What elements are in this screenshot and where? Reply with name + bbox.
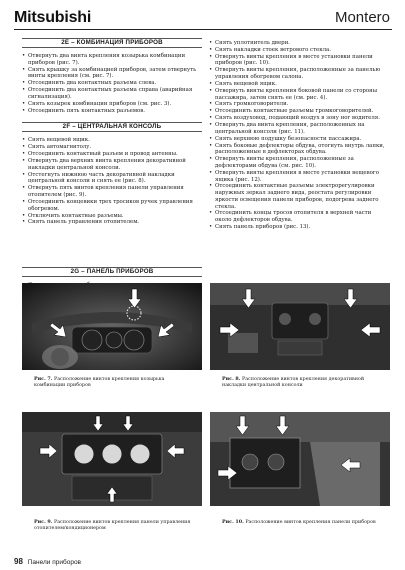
page-number: 98 <box>14 557 23 566</box>
list-item: • Снять вещевой ящик. <box>22 137 202 144</box>
heater-control-panel-image <box>22 412 202 506</box>
section-2f-list <box>22 137 202 226</box>
figure-caption-text: Расположение винтов крепления козырька комбинации приборов <box>34 377 165 388</box>
list-item: • Снять автомагнитолу. <box>22 144 202 151</box>
list-item: • Снять воздуховод, подающий воздух в зону ног водителя. <box>209 115 389 122</box>
figure-8-caption <box>222 376 384 389</box>
figure-10-photo <box>210 412 390 506</box>
list-item: • Отстегнуть нижнюю часть декоративной накладки центральной консоли и снять ее (рис. 8). <box>22 172 202 185</box>
right-column-list <box>209 40 389 231</box>
list-item: • Снять громкоговорители. <box>209 101 389 108</box>
list-item: • Снять верхнюю подушку безопасности пассажира. <box>209 136 389 143</box>
section-2e-list <box>22 53 202 114</box>
instrument-panel-image <box>210 412 390 506</box>
list-item: • Снять вещевой ящик. <box>209 81 389 88</box>
figure-label: Рис. 7. <box>34 376 53 382</box>
section-2g-title: 2G – ПАНЕЛЬ ПРИБОРОВ <box>22 267 202 277</box>
figure-9-caption <box>34 519 194 532</box>
figure-9-photo <box>22 412 202 506</box>
list-item: • Отсоединить контактные разъемы электрорегулировки наружных зеркал заднего вида, реостата регулировки яркости освещения панели приборов, подогрева заднего стекла. <box>209 183 389 210</box>
figure-caption-text: Расположение винтов крепления панели управления отопителем/кондиционером <box>34 520 191 531</box>
list-item: • Снять козырек комбинации приборов (см. рис. 3). <box>22 101 202 108</box>
list-item: • Отвернуть винты крепления боковой панели со стороны пассажира, затем снять ее (см. рис. 4). <box>209 88 389 101</box>
right-column <box>209 40 389 231</box>
list-item: • Снять накладки стоек ветрового стекла. <box>209 47 389 54</box>
figure-label: Рис. 10. <box>222 519 244 525</box>
list-item: • Отвернуть винты крепления, расположенные за панелью управления обогревом салона. <box>209 67 389 80</box>
left-column <box>22 38 202 226</box>
list-item: • Отсоединить пять контактных разъемов. <box>22 108 202 115</box>
figure-7-caption <box>34 376 194 389</box>
list-item: • Отключить контактные разъемы. <box>22 213 202 220</box>
list-item: • Снять крышку за комбинацией приборов, затем отвернуть винты крепления (см. рис. 7). <box>22 67 202 80</box>
footer-section: Панели приборов <box>27 559 82 566</box>
figure-label: Рис. 8. <box>222 376 241 382</box>
list-item: • Отвернуть два винта крепления, расположенных на центральной консоли (рис. 11). <box>209 122 389 135</box>
list-item: • Отвернуть пять винтов крепления панели управления отопителем (рис. 9). <box>22 185 202 198</box>
figure-label: Рис. 9. <box>34 519 53 525</box>
brand-title: Mitsubishi <box>14 9 92 26</box>
center-console-trim-image <box>210 283 390 370</box>
list-item: • Снять уплотнитель двери. <box>209 40 389 47</box>
section-2f-title: 2F – ЦЕНТРАЛЬНАЯ КОНСОЛЬ <box>22 122 202 132</box>
list-item: • Отсоединить два контактных разъема справа (аварийная сигнализация). <box>22 87 202 100</box>
list-item: • Отвернуть два верхних винта крепления декоративной накладки центральной консоли. <box>22 158 202 171</box>
figure-10-caption <box>222 519 384 526</box>
model-title: Montero <box>334 9 390 26</box>
list-item: • Отвернуть два винта крепления козырька комбинации приборов (рис. 7). <box>22 53 202 66</box>
list-item: • Снять панель приборов (рис. 13). <box>209 224 389 231</box>
list-item: • Отсоединить контактные разъемы громкоговорителей. <box>209 108 389 115</box>
figure-7-photo <box>22 283 202 370</box>
list-item: • Отсоединить концевики трех тросиков ручек управления обогревом. <box>22 199 202 212</box>
list-item: • Отвернуть винты крепления в месте установки панели приборов (рис. 10). <box>209 54 389 67</box>
list-item: • Отсоединить два контактных разъема слева. <box>22 80 202 87</box>
instrument-cluster-image <box>22 283 202 370</box>
figure-caption-text: Расположение винтов крепления панели приборов <box>245 520 376 525</box>
list-item: • Отсоединить концы тросов отопителя в верхней части около дефлекторов обдува. <box>209 210 389 223</box>
list-item: • Снять боковые дефлекторы обдува, отогнуть внутрь лапки, расположенные в дефлекторах обдува. <box>209 143 389 156</box>
figure-caption-text: Расположение винтов крепления декоративной накладки центральной консоли <box>222 377 365 388</box>
list-item: • Отвернуть винты крепления, расположенные за дефлекторами обдува (см. рис. 10). <box>209 156 389 169</box>
page-footer <box>14 557 81 566</box>
list-item: • Отсоединить контактный разъем и провод антенны. <box>22 151 202 158</box>
list-item: • Отвернуть винты крепления в месте установки вещевого ящика (рис. 12). <box>209 170 389 183</box>
figure-8-photo <box>210 283 390 370</box>
list-item: • Снять панель управления отопителем. <box>22 219 202 226</box>
section-2e-title: 2Е – КОМБИНАЦИЯ ПРИБОРОВ <box>22 38 202 48</box>
page-header <box>14 8 392 30</box>
